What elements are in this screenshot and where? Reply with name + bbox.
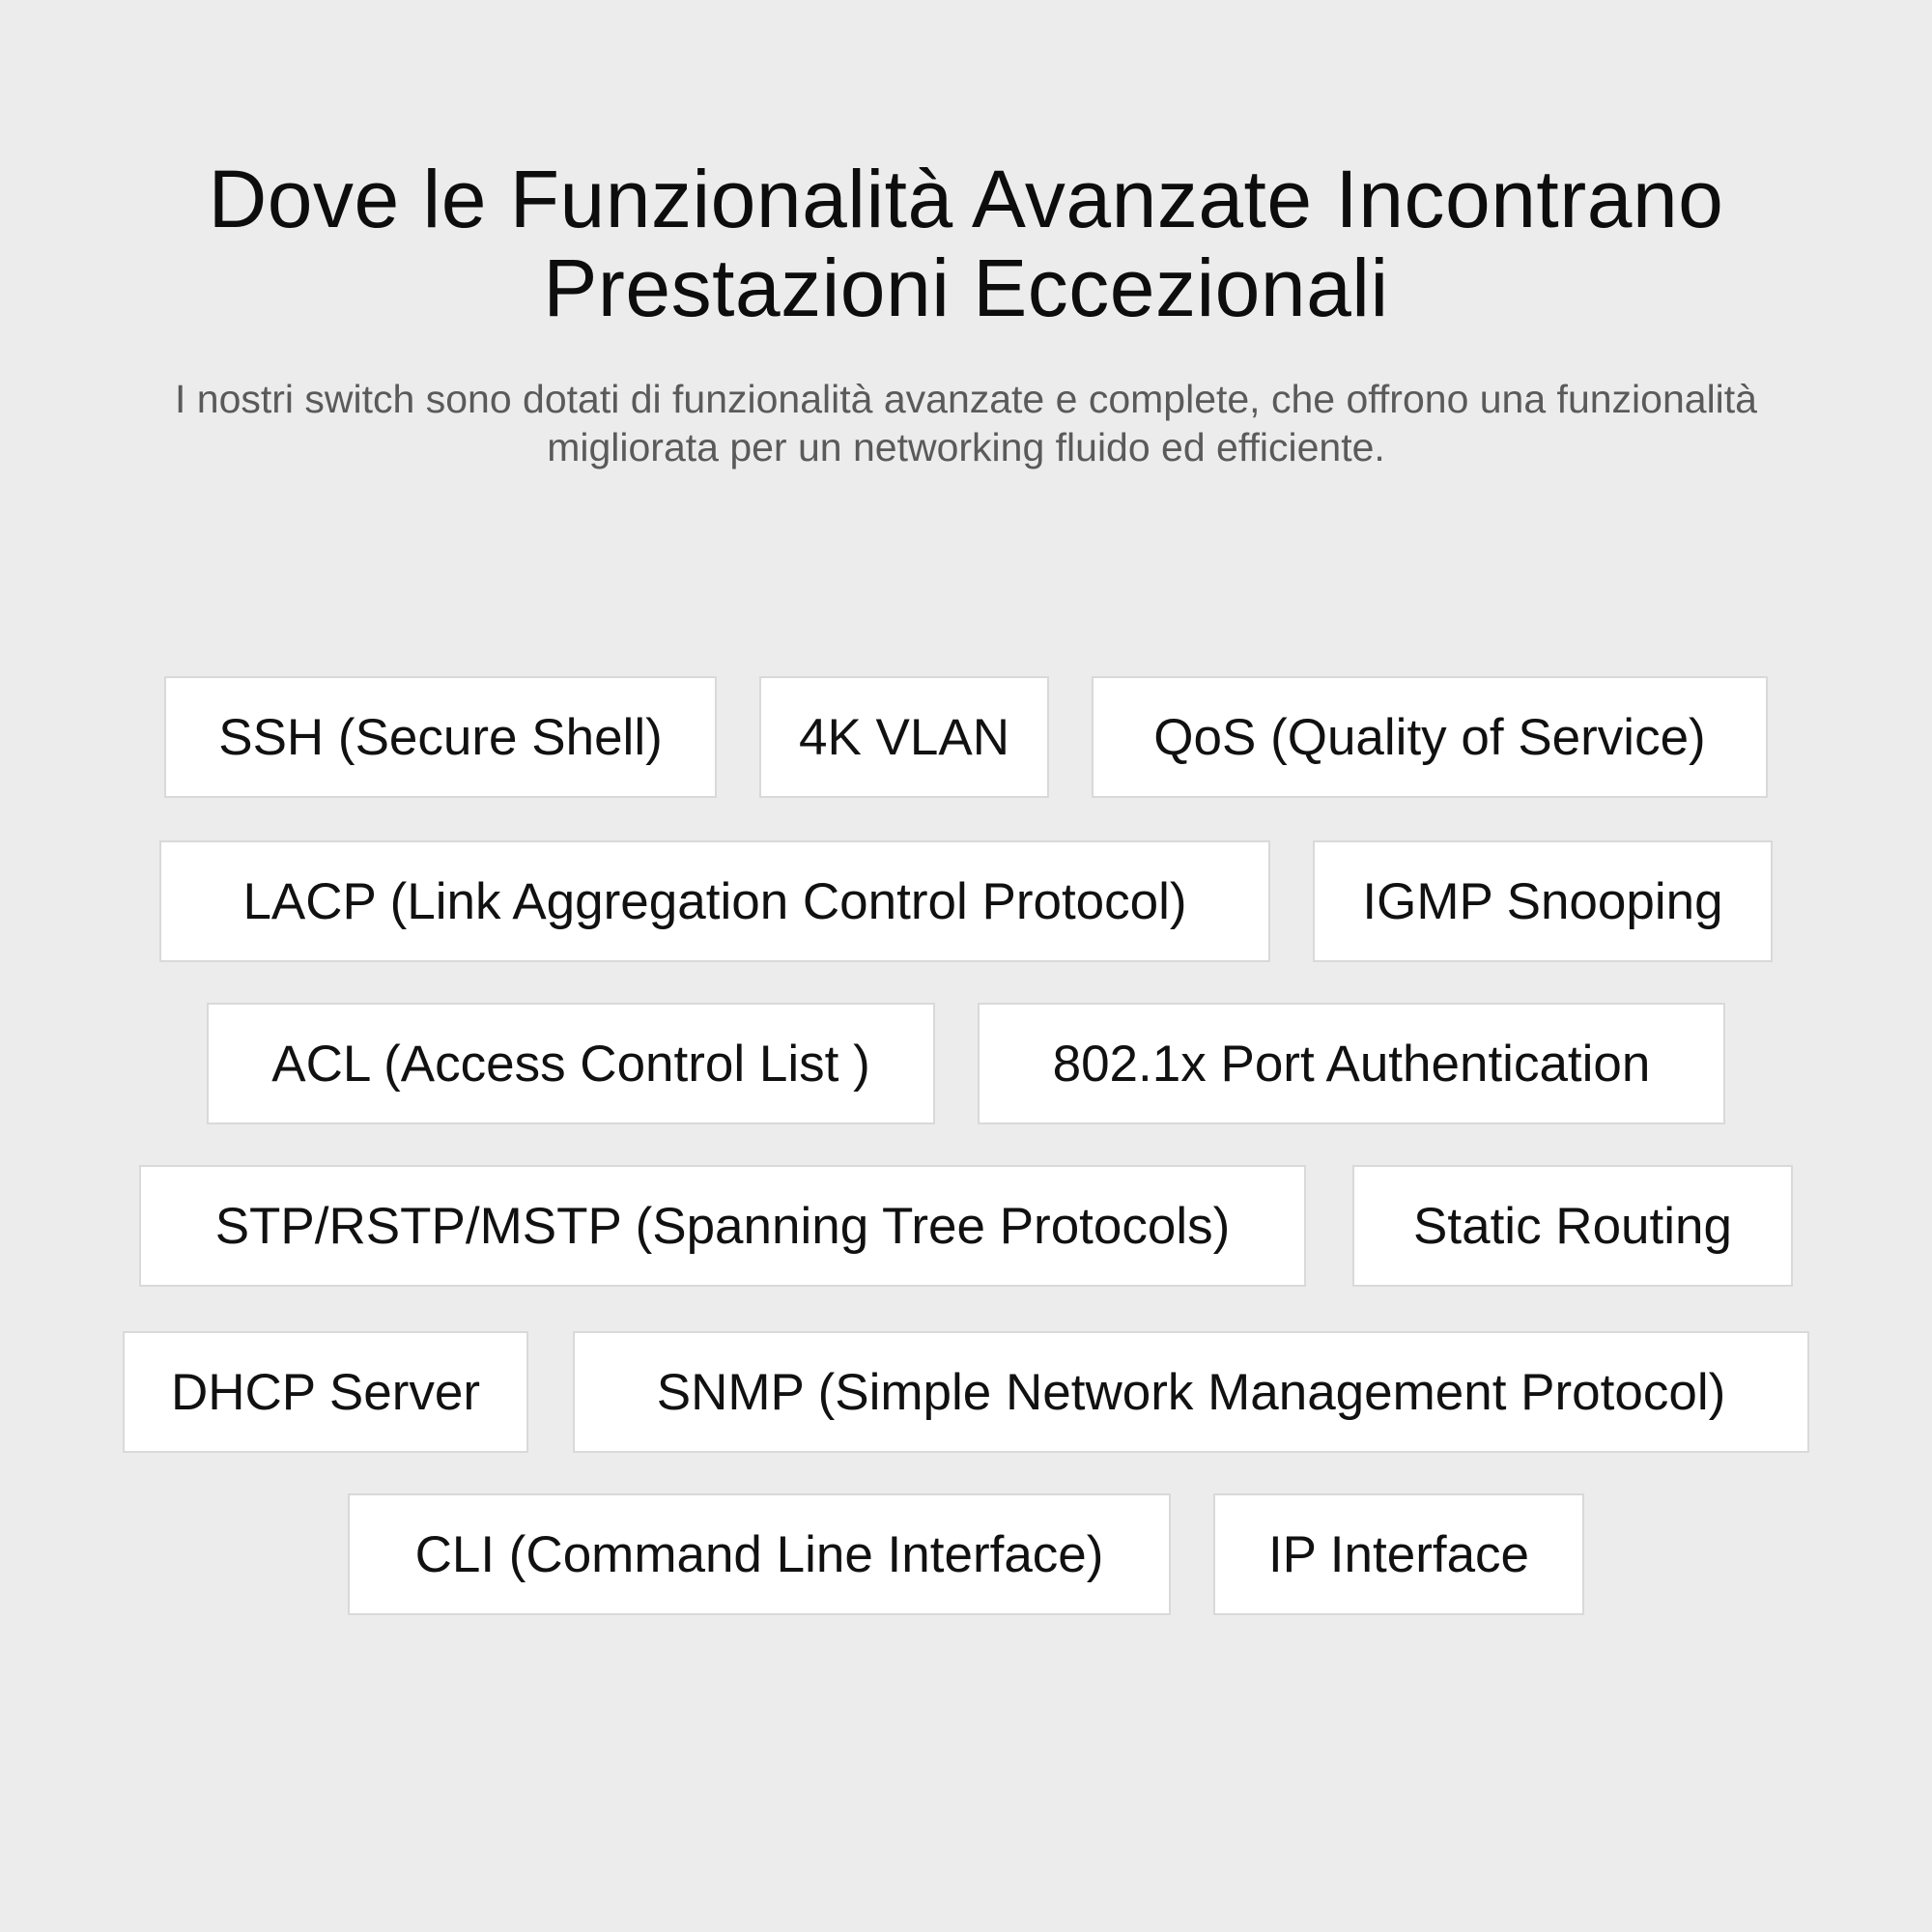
feature-tag-row-6 [0,1493,1932,1615]
page-subtitle-line-2: migliorata per un networking fluido ed efficiente. [547,425,1385,469]
feature-tag-igmp-snooping: IGMP Snooping [1313,840,1773,962]
page-title-line-1: Dove le Funzionalità Avanzate Incontrano [208,154,1724,244]
feature-tag-lacp: LACP (Link Aggregation Control Protocol) [159,840,1270,962]
feature-tag-qos: QoS (Quality of Service) [1092,676,1768,798]
page-subtitle-line-1: I nostri switch sono dotati di funzionalità avanzate e complete, che offrono una funzionalità [175,377,1757,421]
feature-tag-row-5 [0,1331,1932,1453]
feature-tag-row-4 [0,1165,1932,1287]
feature-tag-row-2 [0,840,1932,962]
feature-tag-dhcp-server: DHCP Server [123,1331,528,1453]
feature-tag-8021x: 802.1x Port Authentication [978,1003,1725,1124]
feature-tag-ip-interface: IP Interface [1213,1493,1584,1615]
page-subtitle [58,375,1874,471]
feature-tag-stp: STP/RSTP/MSTP (Spanning Tree Protocols) [139,1165,1306,1287]
feature-tag-ssh: SSH (Secure Shell) [164,676,717,798]
page-title [58,155,1874,332]
feature-tag-4k-vlan: 4K VLAN [759,676,1049,798]
feature-tag-cli: CLI (Command Line Interface) [348,1493,1171,1615]
feature-tag-row-3 [0,1003,1932,1124]
feature-tag-row-1 [0,676,1932,798]
feature-tag-static-routing: Static Routing [1352,1165,1793,1287]
feature-tag-acl: ACL (Access Control List ) [207,1003,935,1124]
feature-tag-snmp: SNMP (Simple Network Management Protocol) [573,1331,1809,1453]
page-title-line-2: Prestazioni Eccezionali [543,242,1389,333]
